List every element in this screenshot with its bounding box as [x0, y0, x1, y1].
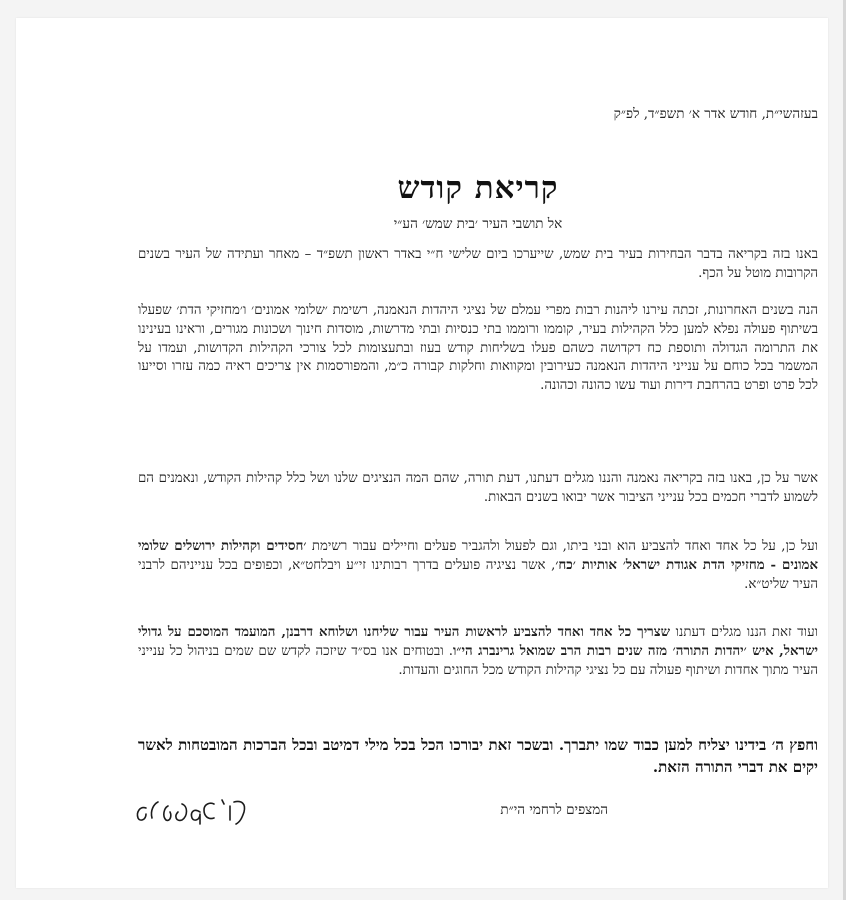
- dateline: בעזהשי״ת, חודש אדר א׳ תשפ״ד, לפ״ק: [613, 106, 818, 122]
- closing-blessing: וחפץ ה׳ בידינו יצליח למען כבוד שמו יתברך. ובשכר זאת יבורכו הכל בכל מילי דמיטב ובכל הברכות המובטחות לאשר יקים את דברי התורה הזאת.: [138, 736, 818, 776]
- paragraph-mayor: [138, 624, 818, 680]
- paragraph-mayor-part-3: . ובטוחים אנו בס״ד שיזכה לקדש שם שמים בניהול כל ענייני העיר מתוך אחדות ושיתוף פעולה עם כל נציגי קהילות הקודש מכל החוגים והעדות.: [138, 643, 818, 678]
- paragraph-declaration: אשר על כן, באנו בזה בקריאה נאמנה והננו מגלים דעתנו, דעת תורה, שהם המה הנציגים שלנו ושל כלל קהילות הקודש, ונאמנים הם לשמוע לדברי חכמים בכל ענייני הציבור אשר יבואו בשנים הבאות.: [138, 471, 818, 505]
- signoff: המצפים לרחמי הי״ת: [500, 802, 608, 818]
- address-line: אל תושבי העיר ׳בית שמש׳ הע״י: [393, 216, 563, 232]
- handwritten-signature: [130, 790, 250, 830]
- paragraph-intro: באנו בזה בקריאה בדבר הבחירות בעיר בית שמש, שייערכו ביום שלישי ח״י באדר ראשון תשפ״ד – מאחר ועתידה של העיר בשנים הקרובות מוטל על הכף.: [138, 247, 818, 281]
- paragraph-vote-list-part-1: ועל כן, על כל אחד ואחד להצביע הוא ובני ביתו, וגם לפעול ולהגביר פעלים וחיילים עבור רשימת: [306, 539, 818, 554]
- paragraph-mayor-part-1: ועוד זאת הננו מגלים דעתנו: [670, 625, 818, 640]
- paragraph-achievements: הנה בשנים האחרונות, זכתה עירנו ליהנות רבות מפרי עמלם של נציגי היהדות הנאמנה, רשימת ׳שלומי אמונים׳ ו׳מחזיקי הדת׳ שפעלו בשיתוף פעולה נפלא למען כלל הקהילות בעיר, קוממו ורוממו בתי כנסיות ובתי מדרשות, מוסדות חינוך ושכונות מגורים, וראינו בעינינו את התרומה הגדולה ותוספת כח דקדושה כשהם פעלו בשליחות קודש בעוז ובתעצומות לכל צורכי הקהילות הקדושות, ועמדו על המשמר בכל כוחם על ענייני היהדות הנאמנה כעירובין ומקוואות וחלקות קבורה כ״מ, והמפורסמות אין צריכים ראיה כמה עזרו וסייעו לכל פרט ופרט בהרחבת דירות ועוד עשו כהונה וכהונה.: [138, 303, 818, 394]
- document-page: [16, 18, 828, 888]
- list-name-bold: ׳חסידים וקהילות ירושלים שלומי אמונים - מחזיקי הדת אגודת ישראל׳ אותיות ׳כח׳: [138, 539, 818, 573]
- paragraph-vote-list: [138, 538, 818, 594]
- paragraph-vote-list-part-3: , אשר נציגיה פועלים בדרך רבותינו זי״ע ויבלחט״א, וכפופים בכל ענייניהם לרבני העיר שליט״א.: [138, 557, 818, 592]
- mayor-endorsement-bold: שצריך כל אחד ואחד להצביע לראשות העיר עבור שליחנו ושלוחא דרבנן, המועמד המוסכם על גדולי ישראל, איש ׳יהדות התורה׳ מזה שנים רבות הרב שמואל גרינברג הי״ו: [138, 625, 818, 659]
- page-title: קריאת קודש: [397, 170, 559, 206]
